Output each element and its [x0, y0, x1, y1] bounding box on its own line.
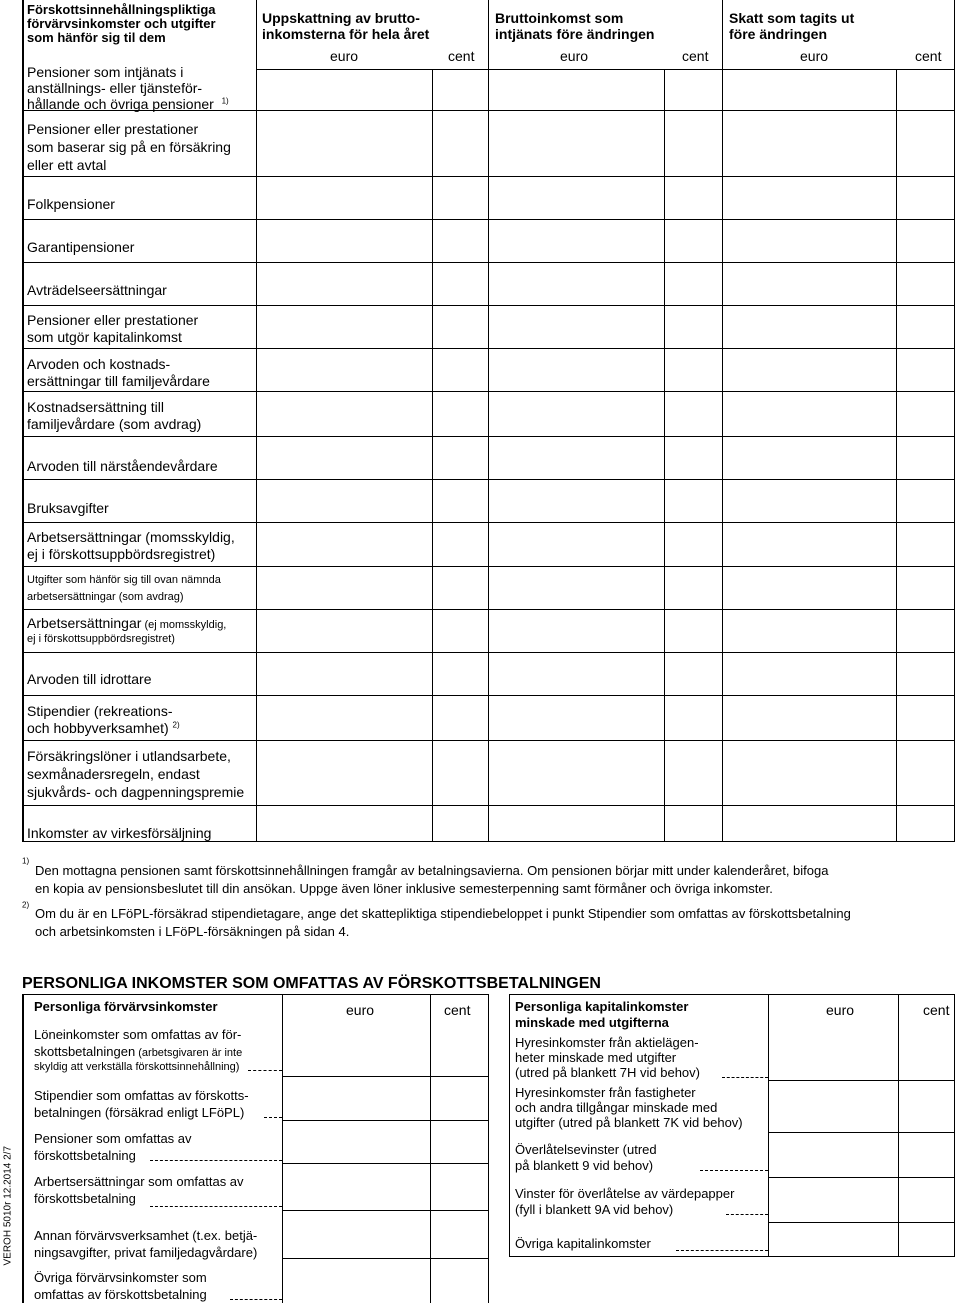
unit-euro: euro	[346, 1002, 375, 1018]
row-label-capital-pensions: Pensioner eller prestationer som utgör kapitalinkomst	[27, 312, 199, 345]
tax-euro-input[interactable]	[723, 70, 896, 110]
row-label-bruksavgifter: Bruksavgifter	[27, 500, 109, 516]
row-label-folkpensioner: Folkpensioner	[27, 196, 115, 212]
row-divider	[283, 1163, 488, 1164]
table-left-border	[22, 0, 24, 842]
left-item-other-earned: Övriga förvärvsinkomster som omfattas av förskottsbetalning	[34, 1270, 207, 1302]
row-divider	[22, 348, 955, 349]
footnote-2: Om du är en LFöPL-försäkrad stipendietagare, ange det skattepliktiga stipendiebeloppet i punkt Stipendier som omfattas av förskottsbetalning och arbetsinkomsten i LFöPL-försäkningen på sidan 4.	[35, 906, 851, 939]
fill-leader	[264, 1117, 282, 1118]
unit-euro: euro	[330, 48, 359, 64]
section-title: PERSONLIGA INKOMSTER SOM OMFATTAS AV FÖRSKOTTSBETALNINGEN	[22, 975, 601, 992]
row-label-relative-caregiver: Arvoden till närståendevårdare	[27, 458, 218, 474]
right-item-capital-gains: Överlåtelsevinster (utred på blankett 9 vid behov)	[515, 1142, 657, 1173]
box-top-border	[22, 994, 488, 995]
row-divider	[769, 1080, 955, 1081]
row-label-grants-hobby: Stipendier (rekreations- och hobbyverksamhet) $^{2)}$	[27, 703, 180, 736]
right-item-property-rent: Hyresinkomster från fastigheter och andra tillgångar minskade med utgifter (utred på blankett 7K vid behov)	[515, 1085, 743, 1130]
col-divider-1	[256, 0, 257, 842]
left-item-other-business: Annan förvärvsverksamhet (t.ex. betjä- ningsavgifter, privat familjedagvårdare)	[34, 1228, 258, 1260]
box-divider	[768, 994, 769, 1257]
estimate-euro-input[interactable]	[257, 70, 432, 110]
box-right-border	[488, 994, 489, 1303]
right-box-header: Personliga kapitalinkomster minskade med utgifterna	[515, 999, 689, 1030]
left-item-salary: Löneinkomster som omfattas av för- skottsbetalningen (arbetsgivaren är inte skyldig att verkställa förskottsinnehållning)	[34, 1027, 243, 1073]
row-divider	[283, 1258, 488, 1259]
unit-euro: euro	[826, 1002, 855, 1018]
earned-euro-input[interactable]	[489, 70, 664, 110]
left-item-grants: Stipendier som omfattas av förskotts- betalningen (försäkrad enligt LFöPL)	[34, 1088, 249, 1120]
unit-cent: cent	[448, 48, 475, 64]
row-divider	[22, 609, 955, 610]
row-label-work-compensation-vat: Arbetsersättningar (momsskyldig, ej i förskottsuppbördsregistret)	[27, 529, 235, 562]
right-item-securities-gains: Vinster för överlåtelse av värdepapper (fyll i blankett 9A vid behov)	[515, 1186, 735, 1217]
row-divider	[22, 391, 955, 392]
box-top-border	[509, 994, 955, 995]
row-label-avtradelse: Avträdelseersättningar	[27, 282, 167, 298]
row-divider	[22, 652, 955, 653]
cent-divider-3	[896, 69, 897, 842]
unit-cent: cent	[915, 48, 942, 64]
cent-divider	[430, 994, 431, 1303]
box-left-border	[22, 994, 24, 1303]
fill-leader	[150, 1206, 282, 1207]
fill-leader	[676, 1250, 768, 1251]
apartment-rent-euro-input[interactable]	[769, 1035, 898, 1080]
unit-cent: cent	[682, 48, 709, 64]
row-label-employment-pensions: Pensioner som intjänats i anställnings- eller tjänsteför- hållande och övriga pensioner $^{1)}$	[27, 64, 229, 112]
fill-leader	[150, 1160, 282, 1161]
unit-cent: cent	[923, 1002, 950, 1018]
row-divider	[22, 436, 955, 437]
row-label-garantipensioner: Garantipensioner	[27, 239, 135, 255]
fill-leader	[700, 1170, 768, 1171]
row-divider	[22, 479, 955, 480]
row-divider	[22, 805, 955, 806]
col-header-income: Förskottsinnehållningspliktiga förvärvsinkomster och utgifter som hänför sig til dem	[27, 2, 216, 45]
row-divider	[283, 1120, 488, 1121]
cent-divider-1	[432, 69, 433, 842]
left-item-pensions: Pensioner som omfattas av förskottsbetalning	[34, 1131, 192, 1163]
fill-leader	[722, 1077, 768, 1078]
left-box-header: Personliga förvärvsinkomster	[34, 999, 218, 1014]
row-label-insurance-salaries: Försäkringslöner i utlandsarbete, sexmånadersregeln, endast sjukvårds- och dagpenningspremie	[27, 748, 245, 800]
row-divider	[283, 1210, 488, 1211]
unit-euro: euro	[800, 48, 829, 64]
cent-divider-2	[664, 69, 665, 842]
row-label-work-compensation-expenses: Utgifter som hänför sig till ovan nämnda arbetsersättningar (som avdrag)	[27, 574, 221, 603]
col-header-tax: Skatt som tagits ut före ändringen	[729, 10, 855, 42]
row-label-insurance-pensions: Pensioner eller prestationer som baserar sig på en försäkring eller ett avtal	[27, 121, 231, 173]
left-item-work-compensation: Arbertsersättningar som omfattas av förskottsbetalning	[34, 1174, 244, 1206]
col-divider-3	[722, 0, 723, 842]
form-code: VEROH 5010r 12.2014 2/7	[2, 1145, 14, 1266]
salary-euro-input[interactable]	[283, 1030, 430, 1076]
row-divider	[22, 176, 955, 177]
box-right-border	[954, 994, 955, 1257]
row-divider	[22, 566, 955, 567]
row-divider	[283, 1076, 488, 1077]
footnote-mark: 2)	[22, 900, 30, 910]
row-divider	[22, 305, 955, 306]
row-divider	[769, 1177, 955, 1178]
right-item-apartment-rent: Hyresinkomster från aktielägen- heter minskade med utgifter (utred på blankett 7H vid behov)	[515, 1035, 700, 1080]
row-label-family-caregiver-costs: Kostnadsersättning till familjevårdare (som avdrag)	[27, 399, 202, 432]
row-divider	[769, 1132, 955, 1133]
box-bottom-border	[509, 1256, 955, 1257]
cent-divider	[898, 994, 899, 1257]
row-label-family-caregiver-fees: Arvoden och kostnads- ersättningar till familjevårdare	[27, 356, 210, 389]
row-divider	[22, 219, 955, 220]
table-bottom-border	[22, 841, 955, 842]
row-divider	[769, 1222, 955, 1223]
col-header-earned: Bruttoinkomst som intjänats före ändringen	[495, 10, 655, 42]
unit-euro: euro	[560, 48, 589, 64]
row-divider	[22, 740, 955, 741]
col-header-estimate: Uppskattning av brutto- inkomsterna för hela året	[262, 10, 430, 42]
right-item-other-capital: Övriga kapitalinkomster	[515, 1236, 651, 1251]
row-divider	[22, 522, 955, 523]
row-label-work-compensation-nonvat: Arbetsersättningar (ej momsskyldig, ej i förskottsuppbördsregistret)	[27, 615, 227, 645]
box-left-border	[509, 994, 510, 1257]
table-right-border	[954, 0, 955, 842]
fill-leader	[248, 1070, 282, 1071]
footnote-1: Den mottagna pensionen samt förskottsinnehållningen framgår av betalningsavierna. Om pensionen börjar mitt under kalenderåret, bifoga en kopia av pensionsbeslutet till din ansökan. Uppge även löner inklusive semesterpenning samt förmåner och övriga inkomster.	[35, 863, 829, 896]
fill-leader	[230, 1299, 282, 1300]
row-divider	[22, 262, 955, 263]
footnote-mark: 1)	[22, 856, 30, 866]
col-divider-2	[488, 0, 489, 842]
row-divider	[22, 695, 955, 696]
row-label-timber-sales: Inkomster av virkesförsäljning	[27, 825, 212, 841]
row-label-athlete-fees: Arvoden till idrottare	[27, 671, 152, 687]
unit-cent: cent	[444, 1002, 471, 1018]
fill-leader	[726, 1214, 768, 1215]
